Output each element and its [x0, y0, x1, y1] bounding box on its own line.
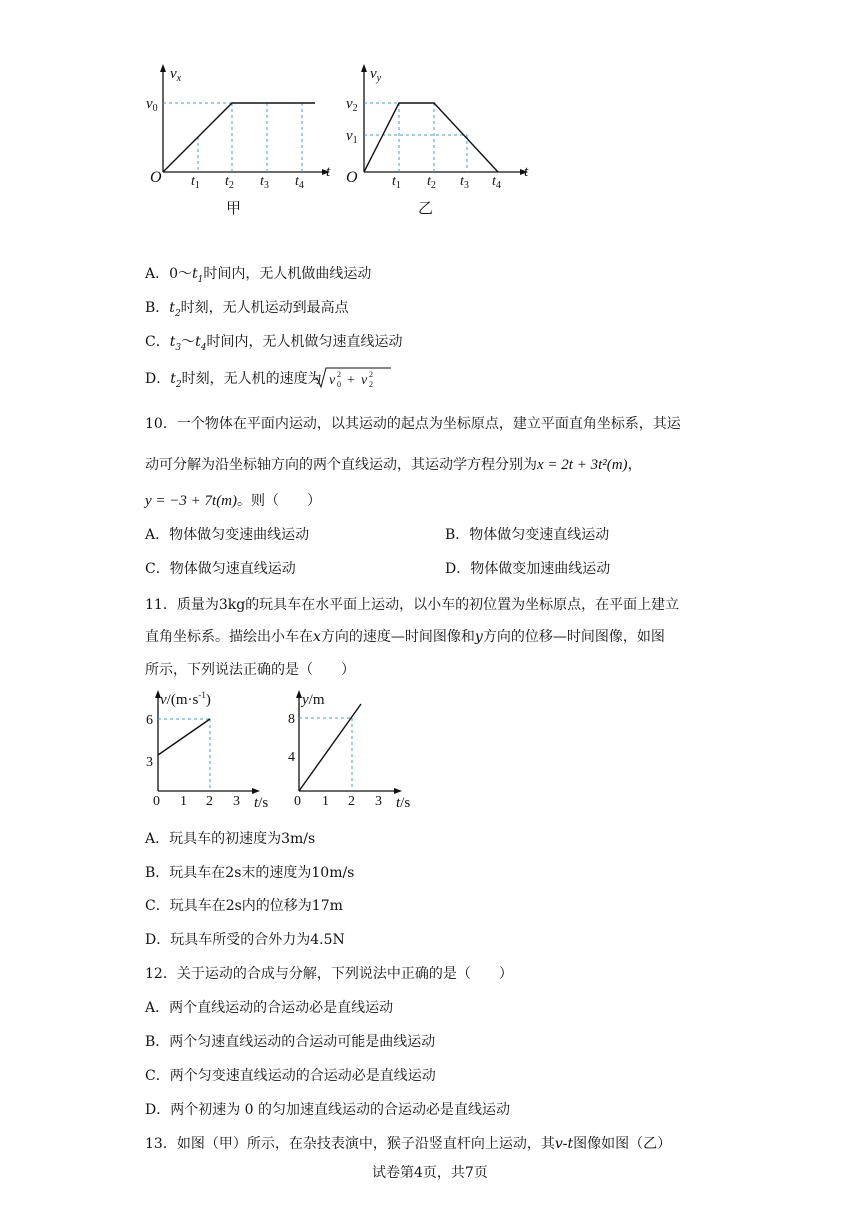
t1-label: $t_1$ [392, 174, 401, 191]
q10-line3 [145, 490, 321, 510]
t2-label: $t_2$ [225, 174, 234, 191]
q11-option-b: B．玩具车在2s末的速度为10m/s [145, 865, 355, 881]
graph-v-t [140, 688, 280, 813]
ylabel: $v_x$ [170, 66, 182, 84]
v-axis-label: $v/(m\cdot s^{-1})$ [160, 690, 211, 708]
q9-option-d [145, 368, 322, 390]
v0-label: $v_0$ [146, 96, 158, 114]
q10-option-a: A．物体做匀变速曲线运动 [145, 527, 310, 543]
tick-x3: 3 [375, 794, 382, 809]
option-c-var2: t [195, 334, 201, 350]
q9-option-c [145, 331, 402, 353]
formula-v2: v [361, 373, 368, 388]
q10-line2 [145, 454, 642, 474]
ylabel: $v_y$ [370, 66, 382, 84]
option-d-var: t [170, 371, 176, 387]
origin-label: O [346, 169, 358, 186]
tick-8: 8 [288, 712, 295, 727]
q9-option-b [145, 297, 349, 319]
q11-line2 [145, 626, 665, 646]
option-d-sub: 2 [175, 379, 182, 390]
q10-line3-end: 。则（ ） [237, 493, 322, 509]
q12-option-a: A．两个直线运动的合运动必是直线运动 [145, 1000, 394, 1016]
q11-y-var: y [474, 629, 483, 645]
formula-v0: v [329, 373, 336, 388]
y-axis-label: y/m [302, 692, 325, 708]
q10-line1: 10．一个物体在平面内运动，以其运动的起点为坐标原点，建立平面直角坐标系，其运 [145, 416, 681, 432]
q12-option-d: D．两个初速为 0 的匀加速直线运动的合运动必是直线运动 [145, 1102, 511, 1118]
x-arrow [252, 788, 260, 794]
q11-x-var: x [313, 629, 321, 645]
option-d-text: 时刻，无人机的速度为 [181, 371, 322, 387]
t4-label: $t_4$ [295, 174, 304, 191]
option-a-var: t [192, 266, 198, 282]
y-line [299, 704, 361, 791]
t2-label: $t_2$ [427, 174, 436, 191]
option-d-prefix: D． [145, 371, 171, 387]
option-c-var1: t [169, 334, 176, 350]
option-a-prefix: A．0～ [145, 266, 193, 282]
q12-stem: 12．关于运动的合成与分解，下列说法中正确的是（ ） [145, 966, 513, 982]
tick-x3: 3 [233, 794, 240, 809]
option-a-text: 时间内，无人机做曲线运动 [203, 266, 372, 282]
q10-option-b: B．物体做匀变速直线运动 [445, 527, 610, 543]
caption-jia: 甲 [226, 201, 242, 217]
q12-option-c: C．两个匀变速直线运动的合运动必是直线运动 [145, 1068, 436, 1084]
tick-6: 6 [146, 713, 153, 728]
graph-yi [340, 60, 540, 220]
t4-label: $t_4$ [492, 174, 501, 191]
q11-line3: 所示，下列说法正确的是（ ） [145, 662, 355, 678]
t3-label: $t_3$ [260, 174, 269, 191]
option-b-sub: 2 [174, 308, 181, 319]
t-axis-label: t/s [254, 795, 269, 811]
t-axis-label: t/s [396, 795, 411, 811]
tick-x2: 2 [206, 794, 213, 809]
y-arrow [361, 64, 367, 72]
q13-vt: v-t [554, 1136, 574, 1152]
q10-line2-text: 动可分解为沿坐标轴方向的两个直线运动，其运动学方程分别为 [145, 457, 537, 473]
tick-3: 3 [146, 755, 153, 770]
origin-label: O [150, 169, 162, 186]
t1-label: $t_1$ [191, 174, 200, 191]
q11-line2-c: 方向的位移—时间图像，如图 [482, 629, 665, 645]
option-c-text: 时间内，无人机做匀速直线运动 [206, 334, 403, 350]
q10-eq-x: x = 2t + 3t²(m) [537, 457, 628, 473]
tick-x1: 1 [180, 794, 187, 809]
v1-label: $v_1$ [346, 128, 358, 146]
q11-option-d: D．玩具车所受的合外力为4.5N [145, 932, 345, 948]
vx-line [163, 103, 315, 172]
option-a-sub: 1 [197, 274, 204, 285]
tick-x2: 2 [348, 794, 355, 809]
v-line [158, 719, 210, 755]
tick-x1: 1 [322, 794, 329, 809]
formula-sub0: 0 [337, 380, 341, 389]
q10-line2-end: ， [627, 457, 642, 473]
q10-option-c: C．物体做匀速直线运动 [145, 561, 296, 577]
q13-text-a: 13．如图（甲）所示，在杂技表演中，猴子沿竖直杆向上运动，其 [145, 1136, 555, 1152]
option-b-prefix: B． [145, 300, 170, 316]
vy-line [364, 103, 498, 172]
tick-x0: 0 [153, 794, 160, 809]
graph-y-t [282, 688, 422, 813]
q11-option-a: A．玩具车的初速度为3m/s [145, 831, 316, 847]
y-arrow [160, 64, 166, 72]
t-axis-label: t [524, 164, 529, 180]
q13-line1 [145, 1133, 671, 1153]
x-arrow [394, 788, 402, 794]
option-c-sub1: 3 [175, 342, 182, 353]
q10-eq-y: y = −3 + 7t(m) [145, 493, 238, 509]
formula-plus: + [347, 373, 355, 388]
formula-sup0: 2 [337, 370, 341, 379]
formula-sub2: 2 [369, 380, 373, 389]
t3-label: $t_3$ [460, 174, 469, 191]
t-axis-label: t [326, 164, 331, 180]
q11-line2-a: 直角坐标系。描绘出小车在 [145, 629, 313, 645]
option-c-tilde: ～ [181, 334, 196, 350]
caption-yi: 乙 [418, 201, 434, 217]
q11-line2-b: 方向的速度—时间图像和 [320, 629, 475, 645]
q11-option-c: C．玩具车在2s内的位移为17m [145, 898, 343, 914]
option-c-sub2: 4 [200, 342, 207, 353]
option-b-var: t [169, 300, 175, 316]
q10-option-d: D．物体做变加速曲线运动 [445, 561, 611, 577]
option-c-prefix: C． [145, 334, 170, 350]
tick-x0: 0 [294, 794, 301, 809]
sqrt-formula [313, 365, 393, 391]
tick-4: 4 [288, 750, 295, 765]
q12-option-b: B．两个匀速直线运动的合运动可能是曲线运动 [145, 1034, 436, 1050]
q13-text-b: 图像如图（乙） [573, 1136, 672, 1152]
option-b-text: 时刻，无人机运动到最高点 [180, 300, 349, 316]
v2-label: $v_2$ [346, 96, 358, 114]
graph-jia [140, 60, 340, 220]
q11-line1: 11．质量为3kg的玩具车在水平面上运动，以小车的初位置为坐标原点，在平面上建立 [145, 597, 680, 613]
page-footer: 试卷第4页，共7页 [372, 1165, 488, 1181]
formula-sup2: 2 [369, 370, 373, 379]
q9-option-a [145, 263, 371, 285]
